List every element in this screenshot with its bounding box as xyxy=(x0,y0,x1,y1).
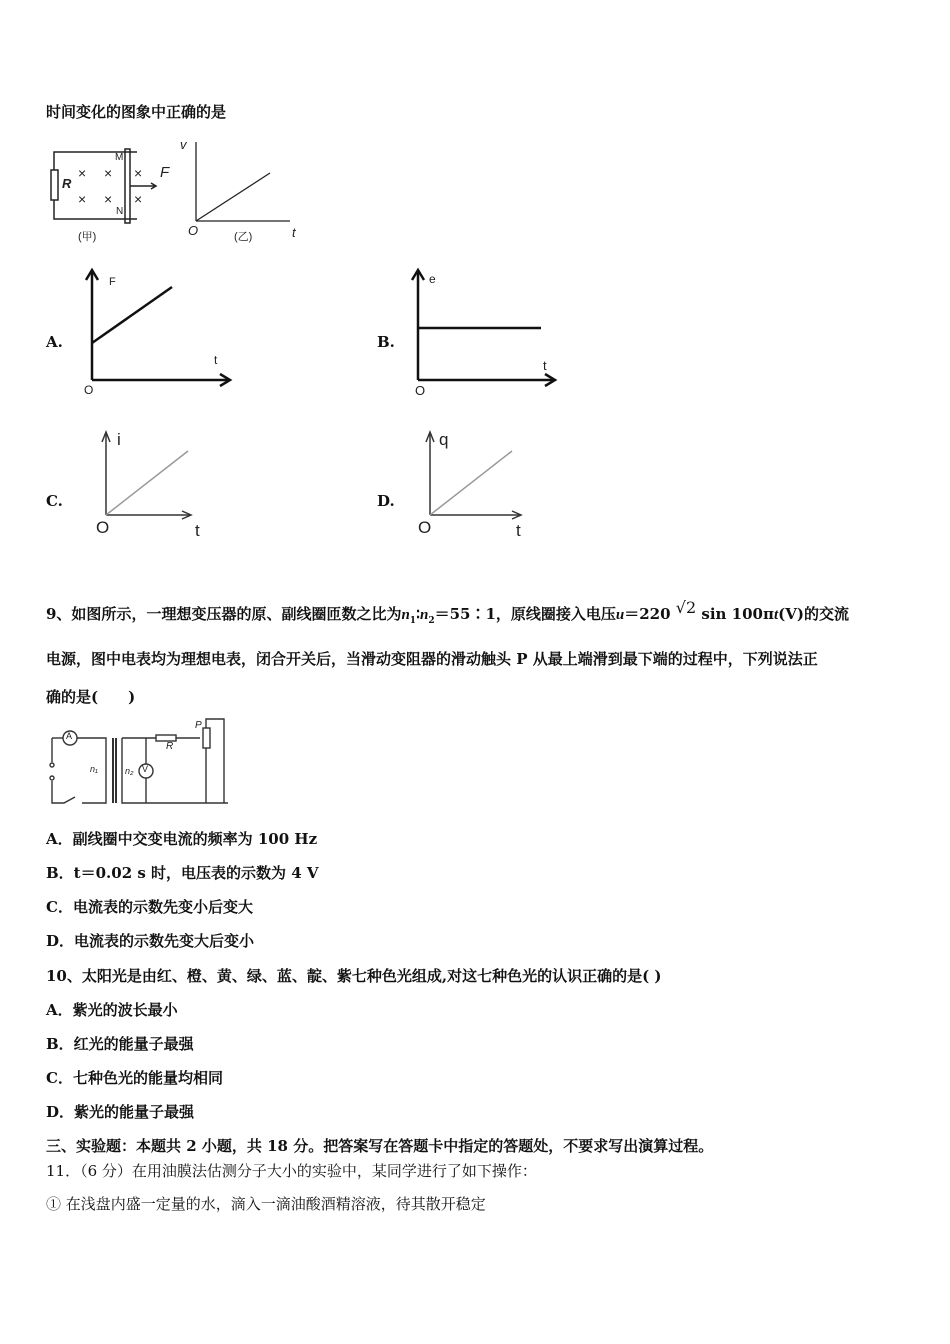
q9-stem-line1: 9、如图所示，一理想变压器的原、副线圈匝数之比为$n_1∶n_2=55∶1$，原线圈接入电压u＝220 $^{√2}$ sin 100πt(V)的交流 xyxy=(46,598,849,626)
rod-m-label: M xyxy=(115,152,124,163)
exam-page: 时间变化的图象中正确的是 R × × × × × × M N F (甲) v O t (乙) A. F t O B. e t O C. i t O D. q t O 9、如图所示，一理想变压器的原、副线圈匝数之比为$n_1∶n_2=55∶1$，原线圈接入电压u＝220 $^{√2}$ sin 100πt(V)的交流 电源，图中电表均为理想电表，闭合开关后，当滑动变阻器的滑动触头 P 从最上端滑到最下端的过程中，下列说法正 确的是( ) A V n₁ n₂ R P A．副线圈中交变电流的频率为 100 Hz B．t＝0.02 s 时，电压表的示数为 4 V C．电流表的示数先变小后变大 D．电流表的示数先变大后变小 10、太阳光是由红、橙、黄、绿、蓝、靛、紫七种色光组成,对这七种色光的认识正确的是( ) A．紫光的波长最小 B．红光的能量子最强 C．七种色光的能量均相同 D．紫光的能量子最强 三、实验题：本题共 2 小题，共 18 分。把答案写在答题卡中指定的答题处，不要求写出演算过程。 11．（6 分）在用油膜法估测分子大小的实验中，某同学进行了如下操作： ① 在浅盘内盛一定量的水，滴入一滴油酸酒精溶液，待其散开稳定 xyxy=(0,0,950,1344)
n1-label: n₁ xyxy=(90,764,98,774)
slider-p-label: P xyxy=(195,720,202,731)
force-label: F xyxy=(160,164,170,181)
q9-option-a: A．副线圈中交变电流的频率为 100 Hz xyxy=(46,830,318,848)
n2-label: n₂ xyxy=(125,766,134,776)
q8-stem-tail: 时间变化的图象中正确的是 xyxy=(46,103,227,121)
q9-option-c: C．电流表的示数先变小后变大 xyxy=(46,898,253,916)
q9-stem-line2: 电源，图中电表均为理想电表，闭合开关后，当滑动变阻器的滑动触头 P 从最上端滑到最下端的过程中，下列说法正 xyxy=(46,650,818,668)
ammeter-label: A xyxy=(66,731,73,741)
option-a-ylabel: F xyxy=(109,276,116,288)
option-c-ylabel: i xyxy=(117,430,121,449)
rod-n-label: N xyxy=(116,206,124,217)
option-a-xlabel: t xyxy=(214,353,218,367)
yi-origin-label: O xyxy=(188,223,199,238)
option-d-xlabel: t xyxy=(516,521,521,540)
resistor-r-label: R xyxy=(166,741,174,752)
q10-option-d: D．紫光的能量子最强 xyxy=(46,1103,195,1121)
option-c-origin: O xyxy=(96,518,110,537)
q10-option-b: B．红光的能量子最强 xyxy=(46,1035,194,1053)
option-b-origin: O xyxy=(415,383,426,398)
option-d-ylabel: q xyxy=(439,430,449,449)
resistor-label: R xyxy=(62,176,72,191)
fig-jia-caption: (甲) xyxy=(78,231,97,243)
option-b-letter: B. xyxy=(377,333,395,351)
q11-step-1: ① 在浅盘内盛一定量的水，滴入一滴油酸酒精溶液，待其散开稳定 xyxy=(46,1195,486,1213)
q10-stem: 10、太阳光是由红、橙、黄、绿、蓝、靛、紫七种色光组成,对这七种色光的认识正确的是( ) xyxy=(46,967,662,985)
option-d-origin: O xyxy=(418,518,432,537)
q10-option-a: A．紫光的波长最小 xyxy=(46,1001,178,1019)
option-d-letter: D. xyxy=(377,492,395,510)
yi-v-label: v xyxy=(180,137,187,152)
option-b-ylabel: e xyxy=(429,272,436,286)
option-b-xlabel: t xyxy=(543,358,547,373)
q10-option-c: C．七种色光的能量均相同 xyxy=(46,1069,223,1087)
option-a-origin: O xyxy=(84,383,94,397)
voltmeter-label: V xyxy=(142,764,149,774)
yi-t-label: t xyxy=(292,225,296,240)
section-3-heading: 三、实验题：本题共 2 小题，共 18 分。把答案写在答题卡中指定的答题处，不要求写出演算过程。 xyxy=(46,1137,714,1155)
option-a-letter: A. xyxy=(46,333,63,351)
option-c-letter: C. xyxy=(46,492,63,510)
q9-stem-line3: 确的是( ) xyxy=(46,688,136,706)
q9-option-b: B．t＝0.02 s 时，电压表的示数为 4 V xyxy=(46,864,319,882)
option-c-xlabel: t xyxy=(195,521,200,540)
fig-yi-caption: (乙) xyxy=(234,231,253,243)
q11-stem: 11．（6 分）在用油膜法估测分子大小的实验中，某同学进行了如下操作： xyxy=(46,1162,537,1180)
q9-option-d: D．电流表的示数先变大后变小 xyxy=(46,932,255,950)
